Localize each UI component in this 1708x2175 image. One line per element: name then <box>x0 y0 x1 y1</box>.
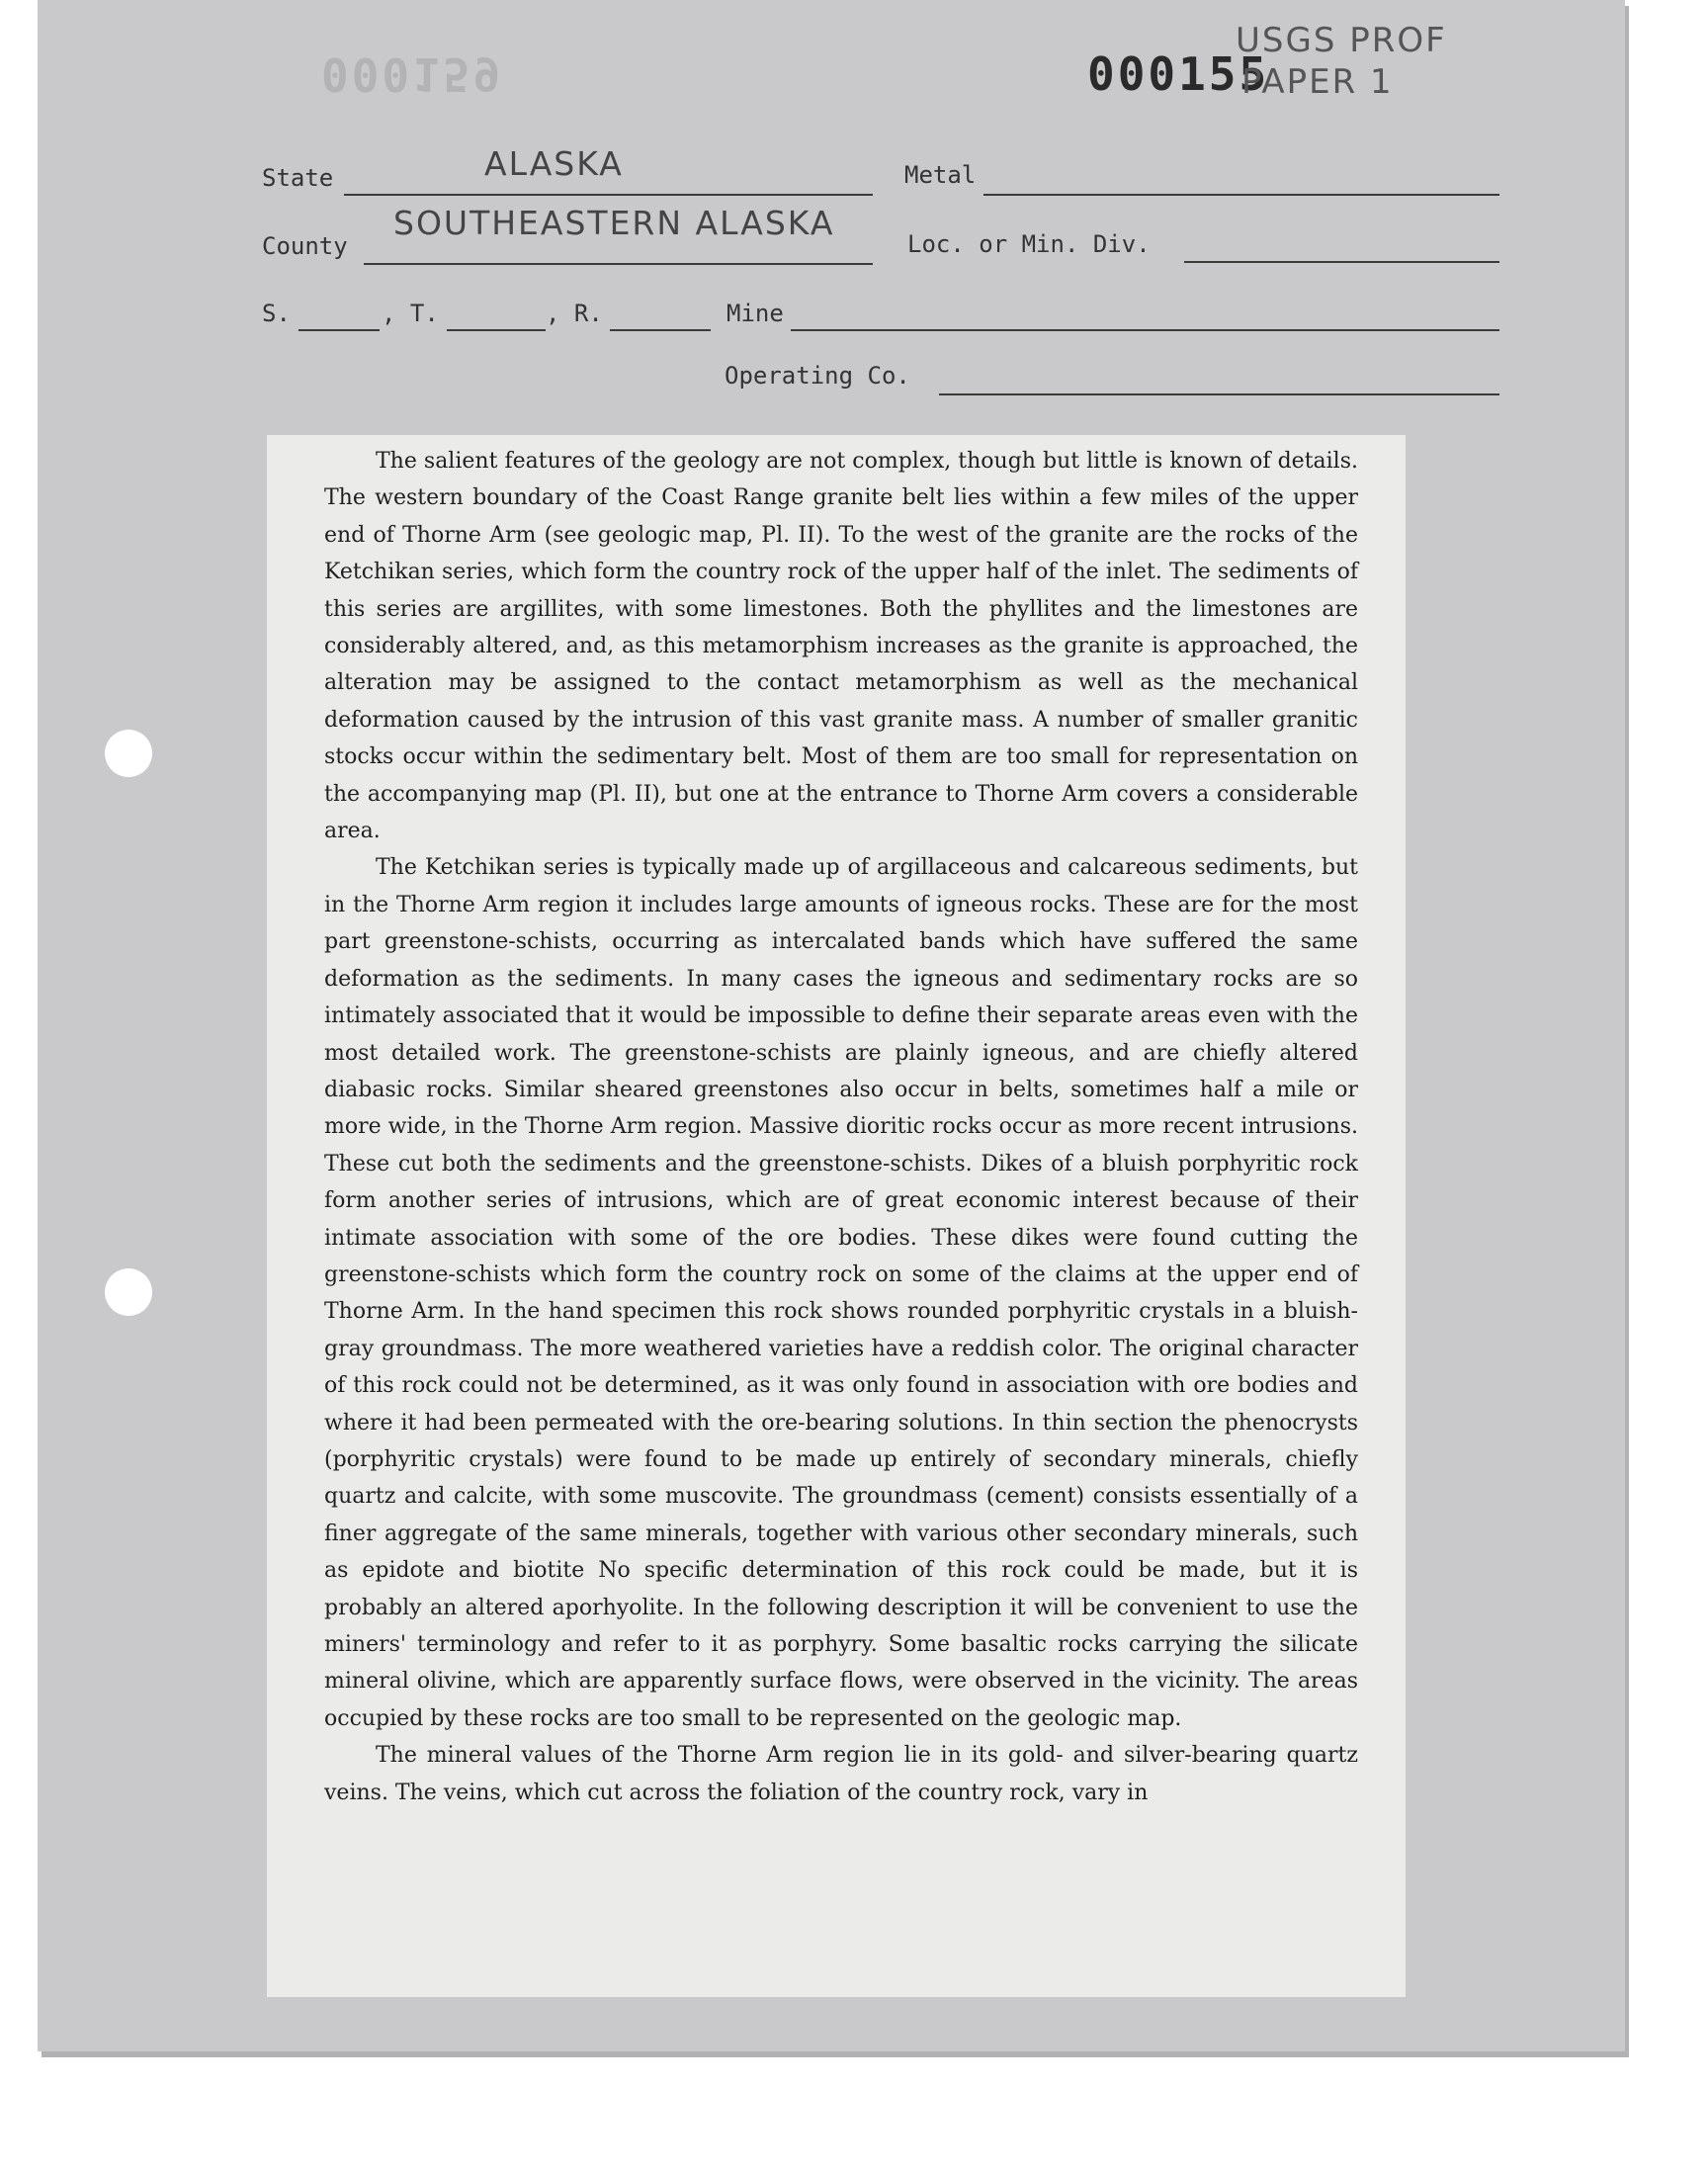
binder-hole-bottom <box>105 1268 152 1316</box>
document-number: 000155 <box>1087 47 1270 101</box>
series-label-line1: USGS PROF <box>1236 21 1447 60</box>
range-line <box>610 329 711 331</box>
operating-co-label: Operating Co. <box>725 362 910 390</box>
loc-line <box>1184 261 1499 263</box>
metal-line <box>983 194 1499 196</box>
series-label-line2: PAPER 1 <box>1241 62 1394 102</box>
township-label: , T. <box>382 300 439 327</box>
state-value: ALASKA <box>484 144 624 183</box>
faded-document-number: 000159 <box>321 47 504 101</box>
township-line <box>447 329 546 331</box>
state-line <box>344 194 873 196</box>
paragraph-1: The salient features of the geology are not complex, though but little is known of details. The western boundary of the Coast Range granite belt lies within a few miles of the upper end of Thorne Arm (see geologic map, Pl. II). To the west of the granite are the rocks of the Ketchikan series, which form the country rock of the upper half of the inlet. The sediments of this series are argillites, with some limestones. Both the phyllites and the limestones are considerably altered, and, as this metamorphism increases as the granite is approached, the alteration may be assigned to the contact metamorphism as well as the mechanical deformation caused by the intrusion of this vast granite mass. A number of smaller granitic stocks occur within the sedimentary belt. Most of them are too small for representation on the accompanying map (Pl. II), but one at the entrance to Thorne Arm covers a considerable area. <box>324 449 1358 844</box>
article-clipping <box>267 435 1406 1997</box>
paragraph-2: The Ketchikan series is typically made up of argillaceous and calcareous sediments, but in the Thorne Arm region it includes large amounts of igneous rocks. These are for the most part greenstone-schists, occurring as intercalated bands which have suffered the same deformation as the sediments. In many cases the igneous and sedimentary rocks are so intimately associated that it would be impossible to define their separate areas even with the most detailed work. The greenstone-schists are plainly igneous, and are chiefly altered diabasic rocks. Similar sheared greenstones also occur in belts, sometimes half a mile or more wide, in the Thorne Arm region. Massive dioritic rocks occur as more recent intrusions. These cut both the sediments and the greenstone-schists. Dikes of a bluish porphyritic rock form another series of intrusions, which are of great economic interest because of their intimate association with some of the ore bodies. These dikes were found cutting the greenstone-schists which form the country rock on some of the claims at the upper end of Thorne Arm. In the hand specimen this rock shows rounded porphyritic crystals in a bluish-gray groundmass. The more weathered varieties have a reddish color. The original character of this rock could not be determined, as it was only found in association with ore bodies and where it had been permeated with the ore-bearing solutions. In thin section the phenocrysts (porphyritic crystals) were found to be made up entirely of secondary minerals, chiefly quartz and calcite, with some muscovite. The groundmass (cement) consists essentially of a finer aggregate of the same minerals, together with various other secondary minerals, such as epidote and biotite No specific determination of this rock could be made, but it is probably an altered aporhyolite. In the following description it will be convenient to use the miners' terminology and refer to it as porphyry. Some basaltic rocks carrying the silicate mineral olivine, which are apparently surface flows, were observed in the vicinity. The areas occupied by these rocks are too small to be represented on the geologic map. <box>324 855 1358 1731</box>
operating-co-line <box>939 393 1499 395</box>
county-line <box>364 263 873 265</box>
county-label: County <box>262 232 348 260</box>
metal-label: Metal <box>904 161 977 189</box>
paragraph-3: The mineral values of the Thorne Arm region lie in its gold- and silver-bearing quartz veins. The veins, which cut across the foliation of the country rock, vary in <box>324 1743 1358 1805</box>
range-label: , R. <box>546 300 603 327</box>
series-label <box>1236 20 1447 103</box>
state-label: State <box>262 164 334 192</box>
loc-label: Loc. or Min. Div. <box>907 230 1151 258</box>
mine-line <box>791 329 1499 331</box>
section-label: S. <box>262 300 291 327</box>
mine-label: Mine <box>726 300 784 327</box>
section-line <box>299 329 380 331</box>
county-value: SOUTHEASTERN ALASKA <box>393 204 835 242</box>
binder-hole-top <box>105 730 152 777</box>
